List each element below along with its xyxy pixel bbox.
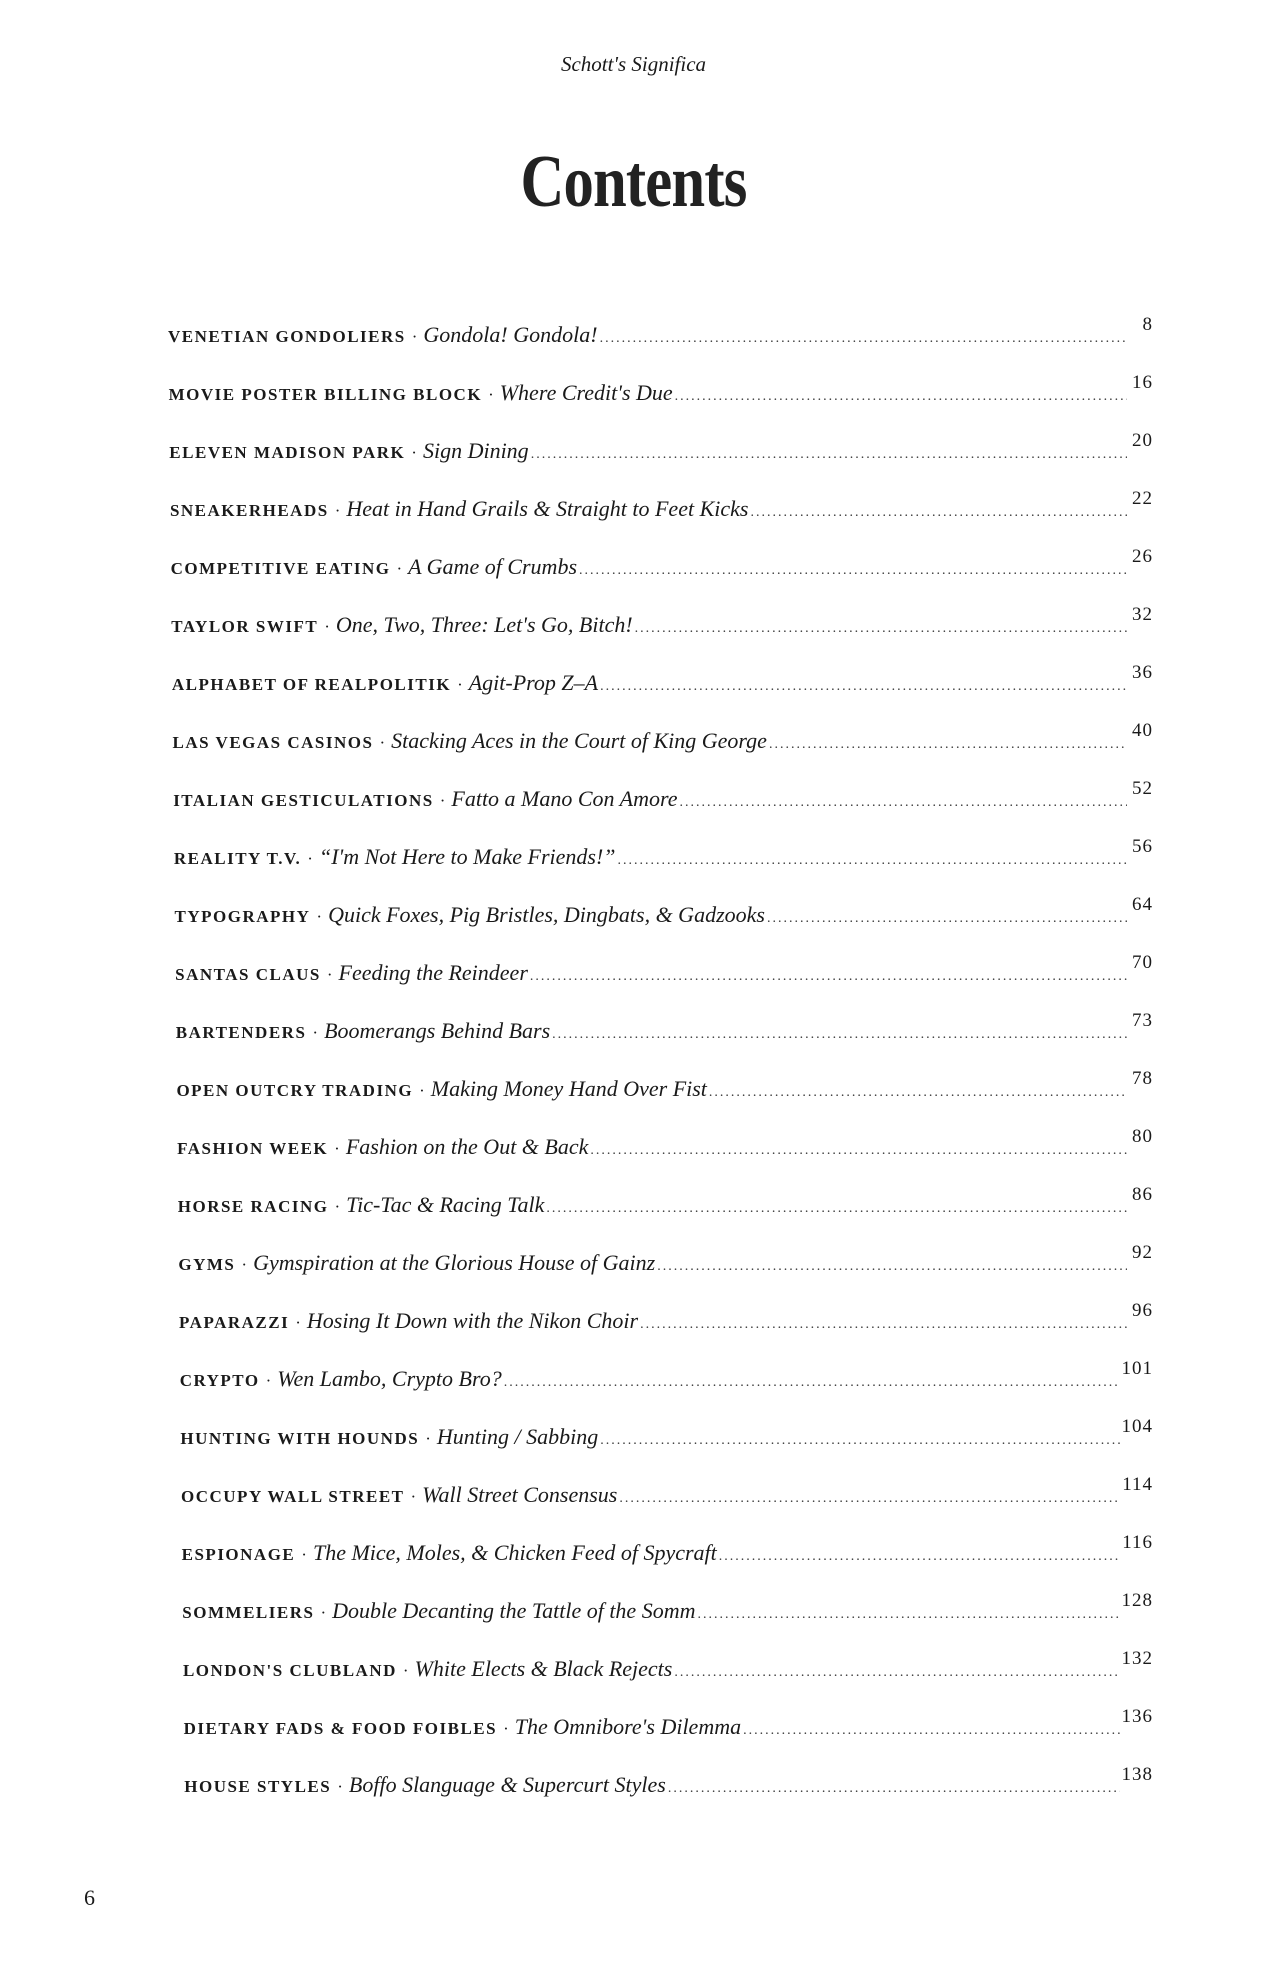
page-ref: 104 <box>1121 1416 1153 1437</box>
section-subtitle: Double Decanting the Tattle of the Somm <box>332 1598 696 1623</box>
toc-entry[interactable] <box>170 546 1153 612</box>
toc-entry[interactable] <box>173 778 1153 844</box>
page-ref: 92 <box>1132 1242 1153 1263</box>
dot-leader <box>680 795 1128 811</box>
toc-entry[interactable] <box>175 952 1153 1018</box>
section-name: ELEVEN MADISON PARK <box>169 443 406 462</box>
separator-dot: · <box>324 617 330 636</box>
section-name: TAYLOR SWIFT <box>171 617 319 636</box>
toc-entry[interactable] <box>180 1416 1153 1482</box>
separator-dot: · <box>379 733 386 752</box>
dot-leader <box>531 447 1127 463</box>
page-ref: 52 <box>1132 778 1153 799</box>
section-subtitle: Tic-Tac & Racing Talk <box>346 1192 545 1217</box>
page-ref: 22 <box>1132 488 1153 509</box>
dot-leader <box>675 389 1127 405</box>
section-subtitle: Gondola! Gondola! <box>423 322 598 347</box>
section-name: ITALIAN GESTICULATIONS <box>173 791 434 810</box>
page-ref: 26 <box>1132 546 1153 567</box>
running-head: Schott's Significa <box>560 52 707 76</box>
separator-dot: · <box>419 1081 425 1100</box>
separator-dot: · <box>337 1777 343 1796</box>
section-subtitle: Making Money Hand Over Fist <box>430 1076 707 1101</box>
dot-leader <box>618 853 1127 869</box>
section-subtitle: Wall Street Consensus <box>422 1482 618 1507</box>
section-name: FASHION WEEK <box>177 1139 329 1158</box>
toc-entry[interactable] <box>177 1184 1153 1250</box>
dot-leader <box>769 737 1127 753</box>
dot-leader <box>590 1143 1127 1159</box>
section-name: BARTENDERS <box>175 1023 307 1042</box>
page-number: 6 <box>84 1885 95 1910</box>
dot-leader <box>530 969 1127 985</box>
section-name: TYPOGRAPHY <box>174 907 311 926</box>
dot-leader <box>600 1433 1119 1449</box>
section-name: OPEN OUTCRY TRADING <box>176 1081 414 1100</box>
page-ref: 73 <box>1132 1010 1153 1031</box>
separator-dot: · <box>326 965 333 984</box>
section-name: LAS VEGAS CASINOS <box>172 733 374 752</box>
dot-leader <box>697 1607 1119 1623</box>
toc-entry[interactable] <box>175 1010 1153 1076</box>
toc-entry[interactable] <box>179 1358 1153 1424</box>
section-subtitle: Stacking Aces in the Court of King George <box>391 728 767 753</box>
section-name: REALITY T.V. <box>173 849 302 868</box>
section-name: HUNTING WITH HOUNDS <box>180 1429 420 1448</box>
separator-dot: · <box>334 501 341 520</box>
separator-dot: · <box>301 1545 307 1564</box>
separator-dot: · <box>488 385 494 404</box>
dot-leader <box>674 1665 1119 1681</box>
section-subtitle: Where Credit's Due <box>499 380 673 405</box>
section-subtitle: Feeding the Reindeer <box>338 960 528 985</box>
section-name: COMPETITIVE EATING <box>170 559 391 578</box>
toc-entry[interactable] <box>184 1764 1153 1830</box>
section-subtitle: Quick Foxes, Pig Bristles, Dingbats, & Gadzooks <box>328 902 765 927</box>
separator-dot: · <box>334 1139 340 1158</box>
dot-leader <box>657 1259 1127 1275</box>
dot-leader <box>640 1317 1127 1333</box>
toc-entry[interactable] <box>177 1126 1153 1192</box>
separator-dot: · <box>457 675 463 694</box>
table-of-contents <box>168 314 1153 1830</box>
page-ref: 128 <box>1121 1590 1153 1611</box>
section-subtitle: A Game of Crumbs <box>408 554 578 579</box>
section-subtitle: One, Two, Three: Let's Go, Bitch! <box>335 612 633 637</box>
section-subtitle: Hunting / Sabbing <box>436 1424 599 1449</box>
section-name: SOMMELIERS <box>182 1603 315 1622</box>
section-subtitle: Heat in Hand Grails & Straight to Feet Kicks <box>346 496 749 521</box>
section-name: SNEAKERHEADS <box>169 501 329 520</box>
toc-entry[interactable] <box>182 1590 1153 1656</box>
dot-leader <box>619 1491 1120 1507</box>
toc-entry[interactable] <box>169 488 1153 554</box>
section-subtitle: Boomerangs Behind Bars <box>324 1018 551 1043</box>
section-subtitle: The Mice, Moles, & Chicken Feed of Spycraft <box>312 1540 717 1565</box>
section-name: MOVIE POSTER BILLING BLOCK <box>168 385 483 404</box>
separator-dot: · <box>439 791 446 810</box>
section-name: OCCUPY WALL STREET <box>181 1487 405 1506</box>
page-ref: 70 <box>1132 952 1153 973</box>
section-name: HOUSE STYLES <box>184 1777 332 1796</box>
toc-entry[interactable] <box>173 836 1153 902</box>
separator-dot: · <box>316 907 323 926</box>
toc-entry[interactable] <box>183 1706 1153 1772</box>
dot-leader <box>546 1201 1127 1217</box>
section-subtitle: “I'm Not Here to Make Friends!” <box>318 844 616 869</box>
dot-leader <box>600 331 1127 347</box>
dot-leader <box>504 1375 1120 1391</box>
separator-dot: · <box>265 1371 272 1390</box>
section-name: GYMS <box>178 1255 236 1274</box>
dot-leader <box>635 621 1127 637</box>
section-name: LONDON'S CLUBLAND <box>182 1661 397 1680</box>
page-ref: 32 <box>1132 604 1153 625</box>
page-ref: 138 <box>1121 1764 1153 1785</box>
dot-leader <box>579 563 1127 579</box>
toc-entry[interactable] <box>181 1532 1153 1598</box>
toc-entry[interactable] <box>176 1068 1153 1134</box>
toc-entry[interactable] <box>168 372 1153 438</box>
toc-entry[interactable] <box>174 894 1154 960</box>
section-subtitle: Wen Lambo, Crypto Bro? <box>277 1366 502 1391</box>
dot-leader <box>719 1549 1120 1565</box>
separator-dot: · <box>396 559 403 578</box>
section-name: SANTAS CLAUS <box>175 965 321 984</box>
dot-leader <box>668 1781 1120 1797</box>
page-ref: 116 <box>1122 1532 1153 1553</box>
page-ref: 64 <box>1132 894 1153 915</box>
dot-leader <box>750 505 1127 521</box>
page-ref: 96 <box>1132 1300 1153 1321</box>
section-subtitle: Gymspiration at the Glorious House of Gainz <box>253 1250 656 1275</box>
page-ref: 40 <box>1132 720 1153 741</box>
section-name: CRYPTO <box>179 1371 260 1390</box>
toc-entry[interactable] <box>182 1648 1153 1714</box>
section-subtitle: Agit-Prop Z–A <box>468 670 599 695</box>
page-ref: 136 <box>1121 1706 1153 1727</box>
toc-entry[interactable] <box>168 314 1153 380</box>
toc-entry[interactable] <box>178 1242 1153 1308</box>
section-name: PAPARAZZI <box>179 1313 290 1332</box>
dot-leader <box>709 1085 1127 1101</box>
dot-leader <box>743 1723 1119 1739</box>
page-ref: 80 <box>1132 1126 1153 1147</box>
section-subtitle: Boffo Slanguage & Supercurt Styles <box>348 1772 666 1797</box>
page-ref: 16 <box>1132 372 1153 393</box>
section-subtitle: White Elects & Black Rejects <box>414 1656 673 1681</box>
section-name: ALPHABET OF REALPOLITIK <box>171 675 452 694</box>
separator-dot: · <box>402 1661 409 1680</box>
section-subtitle: Fatto a Mano Con Amore <box>451 786 678 811</box>
separator-dot: · <box>411 327 418 346</box>
toc-entry[interactable] <box>181 1474 1153 1540</box>
page-ref: 20 <box>1132 430 1153 451</box>
page-ref: 132 <box>1121 1648 1153 1669</box>
separator-dot: · <box>312 1023 319 1042</box>
section-name: VENETIAN GONDOLIERS <box>168 327 406 346</box>
dot-leader <box>552 1027 1127 1043</box>
separator-dot: · <box>295 1313 301 1332</box>
toc-entry[interactable] <box>169 430 1153 496</box>
section-name: HORSE RACING <box>177 1197 329 1216</box>
separator-dot: · <box>410 1487 417 1506</box>
page-ref: 101 <box>1121 1358 1153 1379</box>
section-name: DIETARY FADS & FOOD FOIBLES <box>183 1719 498 1738</box>
toc-entry[interactable] <box>171 662 1153 728</box>
page-ref: 114 <box>1122 1474 1153 1495</box>
toc-entry[interactable] <box>179 1300 1153 1366</box>
dot-leader <box>600 679 1127 695</box>
separator-dot: · <box>411 443 417 462</box>
toc-entry[interactable] <box>171 604 1153 670</box>
section-subtitle: Sign Dining <box>422 438 529 463</box>
section-subtitle: The Omnibore's Dilemma <box>514 1714 742 1739</box>
page-ref: 56 <box>1132 836 1153 857</box>
separator-dot: · <box>503 1719 509 1738</box>
page-ref: 36 <box>1132 662 1153 683</box>
separator-dot: · <box>320 1603 327 1622</box>
section-subtitle: Hosing It Down with the Nikon Choir <box>306 1308 639 1333</box>
separator-dot: · <box>334 1197 341 1216</box>
section-subtitle: Fashion on the Out & Back <box>345 1134 589 1159</box>
page-ref: 8 <box>1142 314 1153 335</box>
page-ref: 78 <box>1132 1068 1153 1089</box>
separator-dot: · <box>241 1255 248 1274</box>
page-ref: 86 <box>1132 1184 1153 1205</box>
page-title: Contents <box>520 141 747 223</box>
separator-dot: · <box>425 1429 431 1448</box>
toc-entry[interactable] <box>172 720 1153 786</box>
dot-leader <box>767 911 1127 927</box>
separator-dot: · <box>307 849 313 868</box>
section-name: ESPIONAGE <box>181 1545 296 1564</box>
